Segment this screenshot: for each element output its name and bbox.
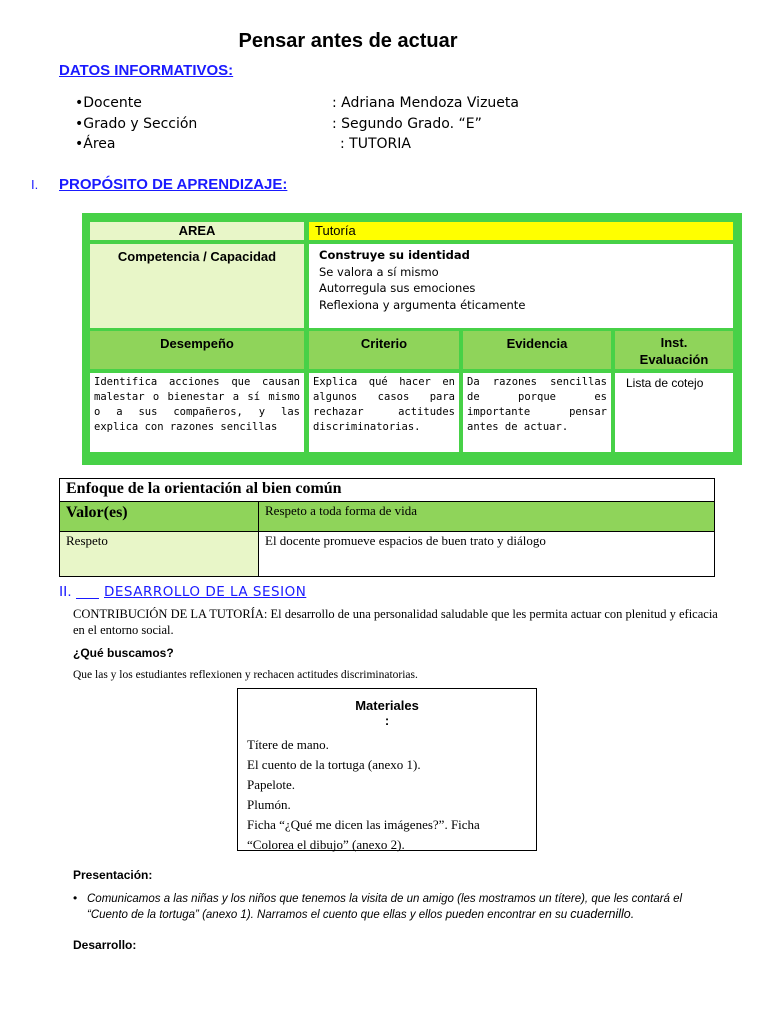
instrumento-text: Lista de cotejo (615, 373, 733, 452)
competencia-item: Autorregula sus emociones (319, 281, 476, 295)
header-instrumento (615, 331, 733, 369)
datos-label: Docente (83, 95, 142, 111)
desarrollo-subheading: Desarrollo: (73, 938, 137, 952)
proposito-heading: PROPÓSITO DE APRENDIZAJE: (59, 176, 288, 193)
busca-heading: ¿Qué buscamos? (73, 646, 174, 660)
datos-heading: DATOS INFORMATIVOS: (59, 62, 234, 79)
valor-label: Valor(es) (66, 504, 128, 521)
competencia-item: Se valora a sí mismo (319, 264, 439, 279)
material-item: Ficha “¿Qué me dicen las imágenes?”. Ficha (247, 817, 480, 832)
section-number-1: I. (31, 177, 39, 192)
valor-name: Respeto (66, 533, 108, 548)
valor-header: Respeto a toda forma de vida (265, 503, 417, 518)
datos-value-grado: : Segundo Grado. “E” (332, 116, 482, 132)
header-desempeno: Desempeño (90, 331, 304, 369)
datos-item-grado: •Grado y Sección (75, 116, 198, 132)
contribucion-line-2: en el entorno social. (73, 623, 174, 637)
materiales-title-line: Materiales (355, 698, 419, 713)
datos-label: Grado y Sección (83, 116, 198, 132)
presentacion-heading: Presentación: (73, 868, 153, 882)
presentacion-text: “Cuento de la tortuga” (anexo 1). Narramos el cuento que ellas y ellos pueden encontrar en su (87, 909, 571, 921)
heading-underline (76, 598, 99, 599)
datos-item-area: •Área (75, 136, 116, 152)
materiales-list (247, 735, 480, 855)
presentacion-line-1: Comunicamos a las niñas y los niños que tenemos la visita de un amigo (les mostramos un títere), que les contará el (87, 893, 683, 905)
materiales-box (237, 688, 537, 851)
bullet-icon: • (73, 891, 78, 905)
material-item: Papelote. (247, 777, 296, 792)
section-number-2: II. (59, 583, 72, 600)
datos-value-docente: : Adriana Mendoza Vizueta (332, 95, 519, 111)
materiales-title (238, 698, 536, 728)
datos-item-docente: •Docente (75, 95, 142, 111)
enfoque-title: Enfoque de la orientación al bien común (66, 480, 342, 497)
material-item: Plumón. (247, 797, 291, 812)
valor-descripcion: El docente promueve espacios de buen trato y diálogo (265, 533, 546, 548)
contribucion-line-1: CONTRIBUCIÓN DE LA TUTORÍA: El desarrollo de una personalidad saludable que les permita actuar con plenitud y eficacia (73, 607, 718, 621)
presentacion-cuadernillo: cuadernillo. (570, 907, 635, 921)
datos-value-area: : TUTORIA (340, 136, 411, 152)
enfoque-table (59, 478, 715, 577)
material-item: “Colorea el dibujo” (anexo 2). (247, 837, 405, 852)
desarrollo-heading: DESARROLLO DE LA SESION (104, 584, 307, 600)
competencia-list (309, 244, 733, 328)
material-item: El cuento de la tortuga (anexo 1). (247, 757, 421, 772)
area-value: Tutoría (309, 222, 733, 240)
competencia-item: Construye su identidad (319, 248, 470, 262)
desempeno-text: Identifica acciones que causan malestar o bienestar a sí mismo o a sus compañeros, y las explica con razones sencillas (90, 373, 304, 452)
header-inst-line: Evaluación (639, 352, 709, 367)
criterio-text: Explica qué hacer en algunos casos para rechazar actitudes discriminatorias. (309, 373, 459, 452)
area-label: AREA (90, 222, 304, 240)
document-title: Pensar antes de actuar (238, 30, 458, 52)
evidencia-text: Da razones sencillas de porque es importante pensar antes de actuar. (463, 373, 611, 452)
header-evidencia: Evidencia (463, 331, 611, 369)
materiales-title-line: : (384, 713, 390, 728)
datos-label: Área (83, 136, 116, 152)
proposito-table (82, 213, 742, 465)
busca-text: Que las y los estudiantes reflexionen y rechacen actitudes discriminatorias. (73, 669, 418, 681)
competencia-item: Reflexiona y argumenta éticamente (319, 297, 526, 312)
header-inst-line: Inst. (660, 335, 688, 350)
material-item: Títere de mano. (247, 737, 329, 752)
competencia-label: Competencia / Capacidad (90, 244, 304, 328)
presentacion-line-2 (87, 907, 634, 921)
header-criterio: Criterio (309, 331, 459, 369)
